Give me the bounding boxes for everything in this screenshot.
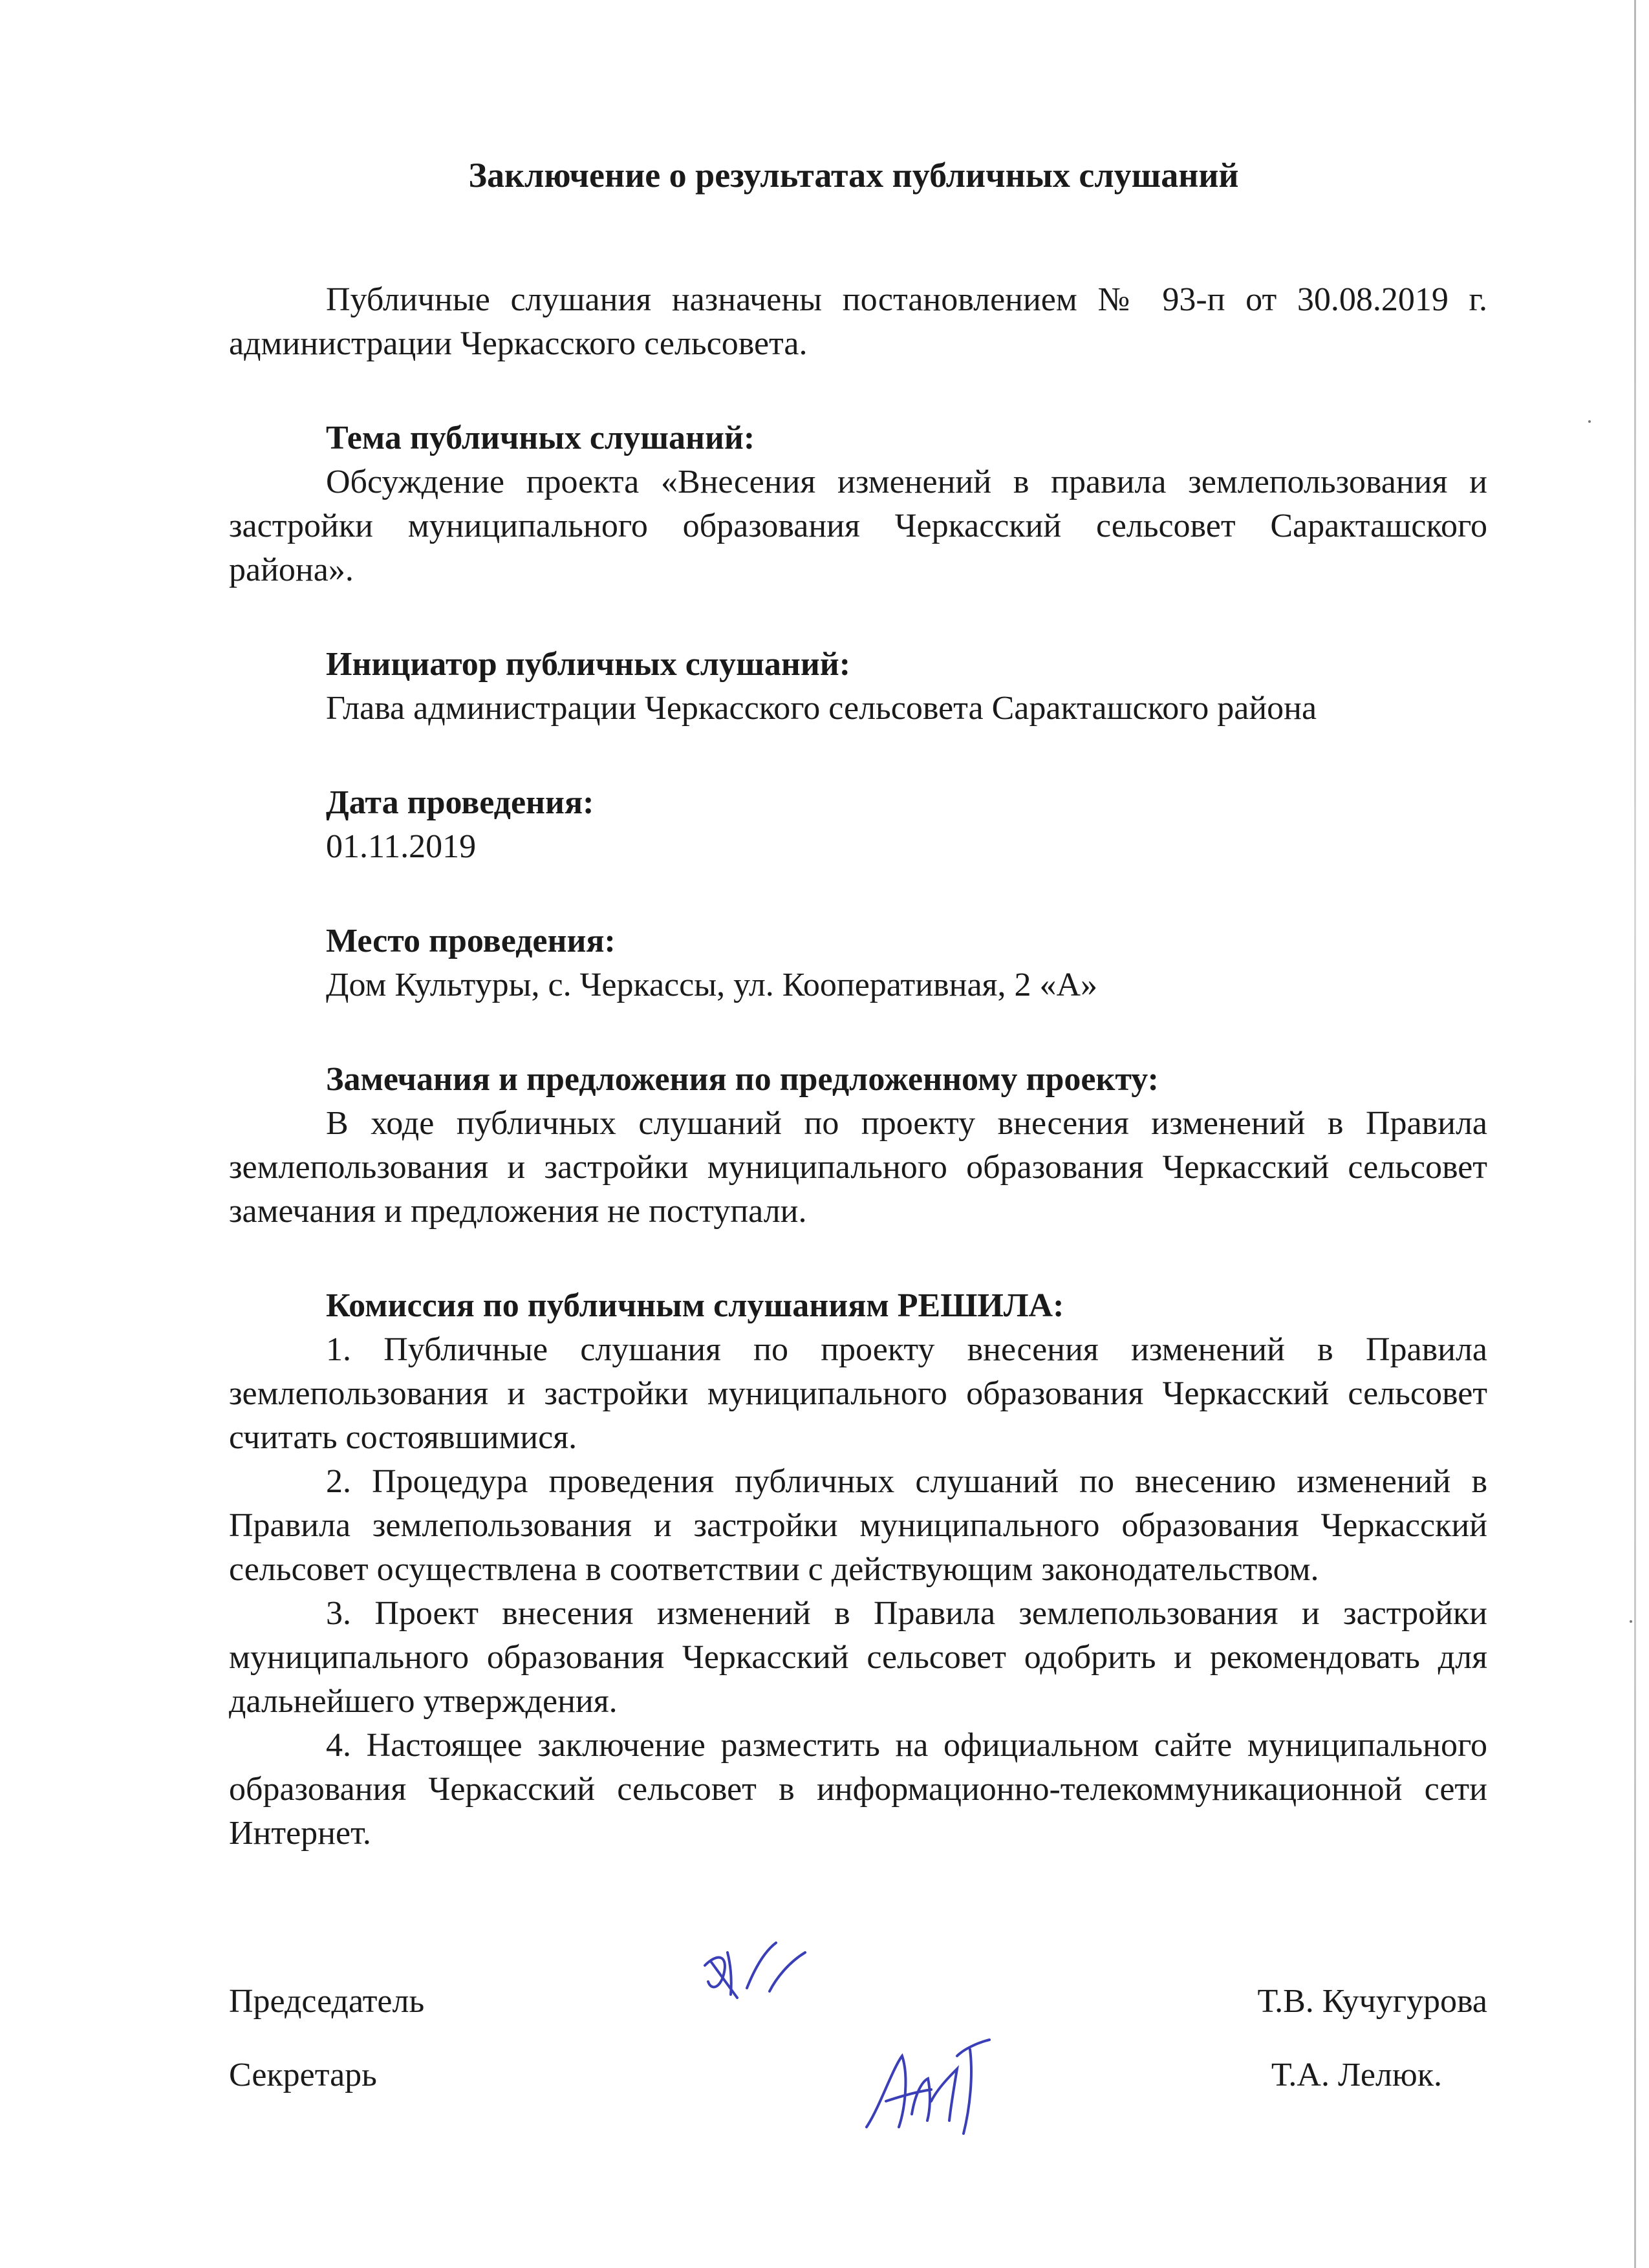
remarks-label: Замечания и предложения по предложенному проекту: <box>326 1061 1159 1098</box>
scan-speck <box>1588 420 1591 423</box>
initiator-text: Глава администрации Черкасского сельсовета Саракташского района <box>326 690 1317 727</box>
scan-edge-line <box>1634 0 1636 2268</box>
chair-handwritten-signature <box>692 1927 821 2011</box>
secretary-handwritten-signature <box>860 2030 1002 2146</box>
decision-label: Комиссия по публичным слушаниям РЕШИЛА: <box>326 1287 1064 1324</box>
document-title: Заключение о результатах публичных слушаний <box>468 156 1239 195</box>
scan-speck <box>1630 1620 1632 1623</box>
secretary-signature-row <box>229 2049 1487 2101</box>
date-text: 01.11.2019 <box>326 828 477 865</box>
secretary-name: Т.А. Лелюк. <box>1271 2057 1442 2093</box>
place-label: Место проведения: <box>326 923 616 959</box>
chair-signature-row <box>229 1976 1487 2027</box>
decision-item-3: 3. Проект внесения изменений в Правила землепользования и застройки муниципального образования Черкасский сельсовет одобрить и рекомендовать для дальнейшего утверждения. <box>229 1595 1487 1720</box>
chair-name: Т.В. Кучугурова <box>1257 1983 1487 2020</box>
initiator-label: Инициатор публичных слушаний: <box>326 646 851 683</box>
intro-paragraph: Публичные слушания назначены постановлением № 93-п от 30.08.2019 г. администрации Черкасского сельсовета. <box>229 281 1487 362</box>
topic-label: Тема публичных слушаний: <box>326 420 755 456</box>
chair-role: Председатель <box>229 1983 425 2020</box>
date-label: Дата проведения: <box>326 784 594 821</box>
topic-text: Обсуждение проекта «Внесения изменений в правила землепользования и застройки муниципального образования Черкасский сельсовет Саракташского района». <box>229 464 1487 588</box>
remarks-text: В ходе публичных слушаний по проекту внесения изменений в Правила землепользования и застройки муниципального образования Черкасский сельсовет замечания и предложения не поступали. <box>229 1105 1487 1230</box>
decision-item-2: 2. Процедура проведения публичных слушаний по внесению изменений в Правила землепользования и застройки муниципального образования Черкасский сельсовет осуществлена в соответствии с действующим законодательством. <box>229 1463 1487 1588</box>
decision-item-1: 1. Публичные слушания по проекту внесения изменений в Правила землепользования и застройки муниципального образования Черкасский сельсовет считать состоявшимися. <box>229 1331 1487 1456</box>
decision-item-4: 4. Настоящее заключение разместить на официальном сайте муниципального образования Черкасский сельсовет в информационно-телекоммуникационной сети Интернет. <box>229 1727 1487 1852</box>
place-text: Дом Культуры, с. Черкассы, ул. Кооперативная, 2 «А» <box>326 967 1098 1003</box>
secretary-role: Секретарь <box>229 2057 377 2093</box>
document-body <box>229 278 1487 1856</box>
